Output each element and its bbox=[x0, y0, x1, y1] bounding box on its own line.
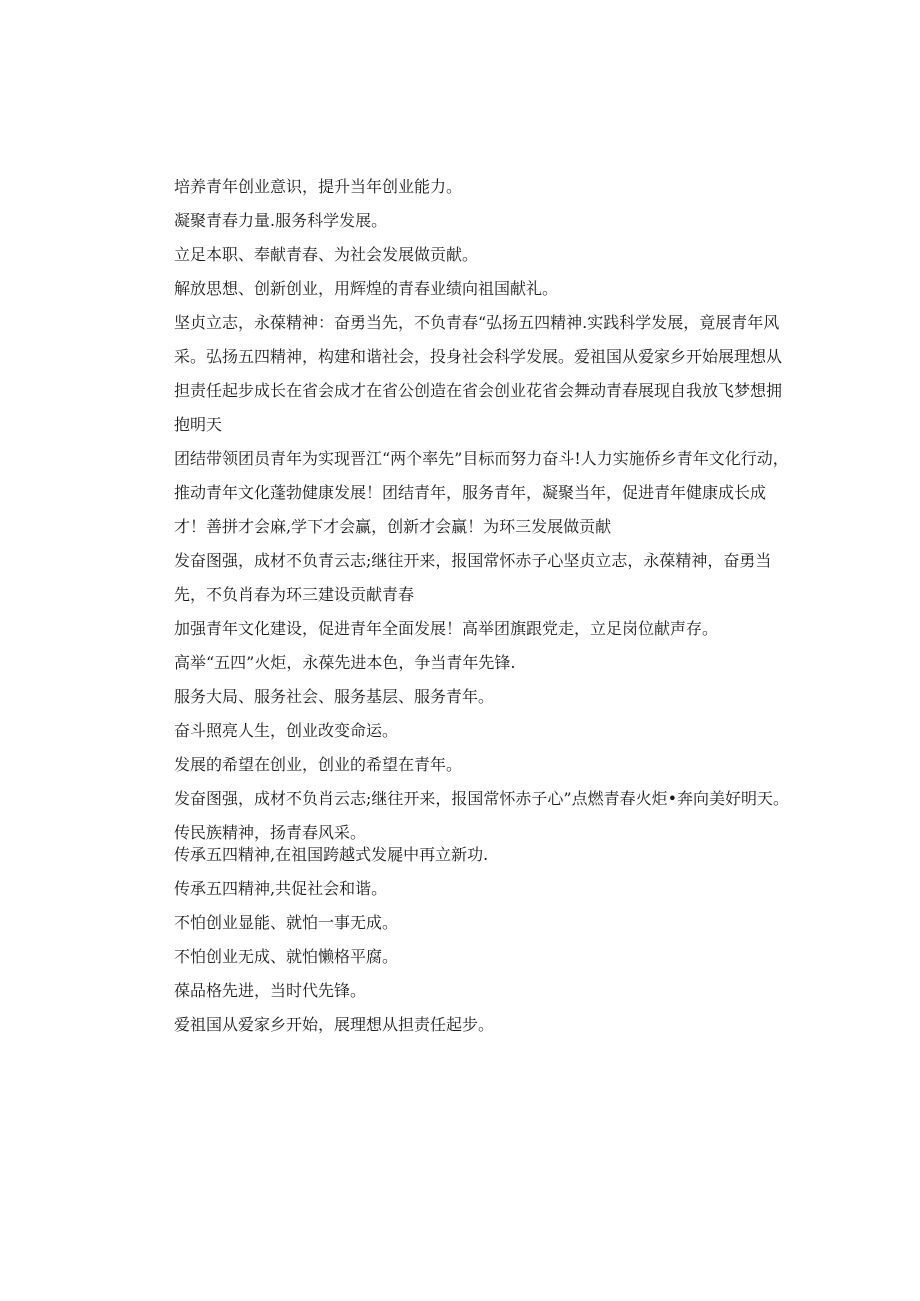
paragraph-1: 培养青年创业意识，提升当年创业能力。 bbox=[174, 177, 463, 196]
paragraph-18: 不怕创业无成、就怕懒格平腐。 bbox=[174, 947, 399, 966]
paragraph-3: 立足本职、奉献青春、为社会发展做贡献。 bbox=[174, 245, 479, 264]
paragraph-15: 传承五四精神,在祖国跨越式发屣中再立新功. bbox=[174, 845, 489, 864]
paragraph-13: 发奋图强，成材不负肖云志;继往开来，报国常怀赤子心”点燃青春火炬•奔向美好明天。 bbox=[174, 789, 790, 808]
paragraph-20: 爱祖国从爱家乡开始，展理想从担责任起步。 bbox=[174, 1015, 495, 1034]
paragraph-17: 不怕创业显能、就怕一事无成。 bbox=[174, 913, 399, 932]
paragraph-10: 服务大局、服务社会、服务基层、服务青年。 bbox=[174, 687, 495, 706]
paragraph-19: 葆品格先进，当时代先锋。 bbox=[174, 981, 367, 1000]
paragraph-16: 传承五四精神,共促社会和谐。 bbox=[174, 879, 388, 898]
paragraph-9: 高举“五四”火炬，永葆先进本色，争当青年先锋. bbox=[174, 653, 516, 672]
paragraph-8: 加强青年文化建设，促进青年全面发展！高举团旗跟党走，立足岗位献声存。 bbox=[174, 619, 719, 638]
paragraph-4: 解放思想、创新创业，用辉煌的青春业绩向祖国献礼。 bbox=[174, 279, 559, 298]
paragraph-5: 坚贞立志，永葆精神：奋勇当先，不负青春“弘扬五四精神.实践科学发展，竟展青年风采。弘扬五四精神，构建和谐社会，投身社会科学发展。爱祖国从爱家乡开始展理想从担责任起步成长在省会成才在省公创造在省会创业花省会舞动青春展现自我放飞梦想拥抱明天 bbox=[174, 313, 783, 434]
paragraph-6: 团结带领团员青年为实现晋江“两个率先”目标而努力奋斗!人力实施侨乡青年文化行动，推动青年文化蓬勃健康发展！团结青年，服务青年，凝聚当年，促进青年健康成长成才！善拼才会麻,学下才会赢，创新才会赢！为环三发展做贡献 bbox=[174, 449, 789, 536]
paragraph-11: 奋斗照亮人生，创业改变命运。 bbox=[174, 721, 399, 740]
document-body bbox=[174, 170, 794, 1042]
paragraph-12: 发展的希望在创业，创业的希望在青年。 bbox=[174, 755, 463, 774]
paragraph-2: 凝聚青春力量.服务科学发展。 bbox=[174, 211, 388, 230]
paragraph-14: 传民族精神，扬青春风采。 bbox=[174, 823, 367, 842]
paragraph-7: 发奋图强，成材不负青云志;继往开来，报国常怀赤子心坚贞立志，永葆精神，奋勇当先，不负肖春为环三建设贡献青春 bbox=[174, 551, 772, 604]
